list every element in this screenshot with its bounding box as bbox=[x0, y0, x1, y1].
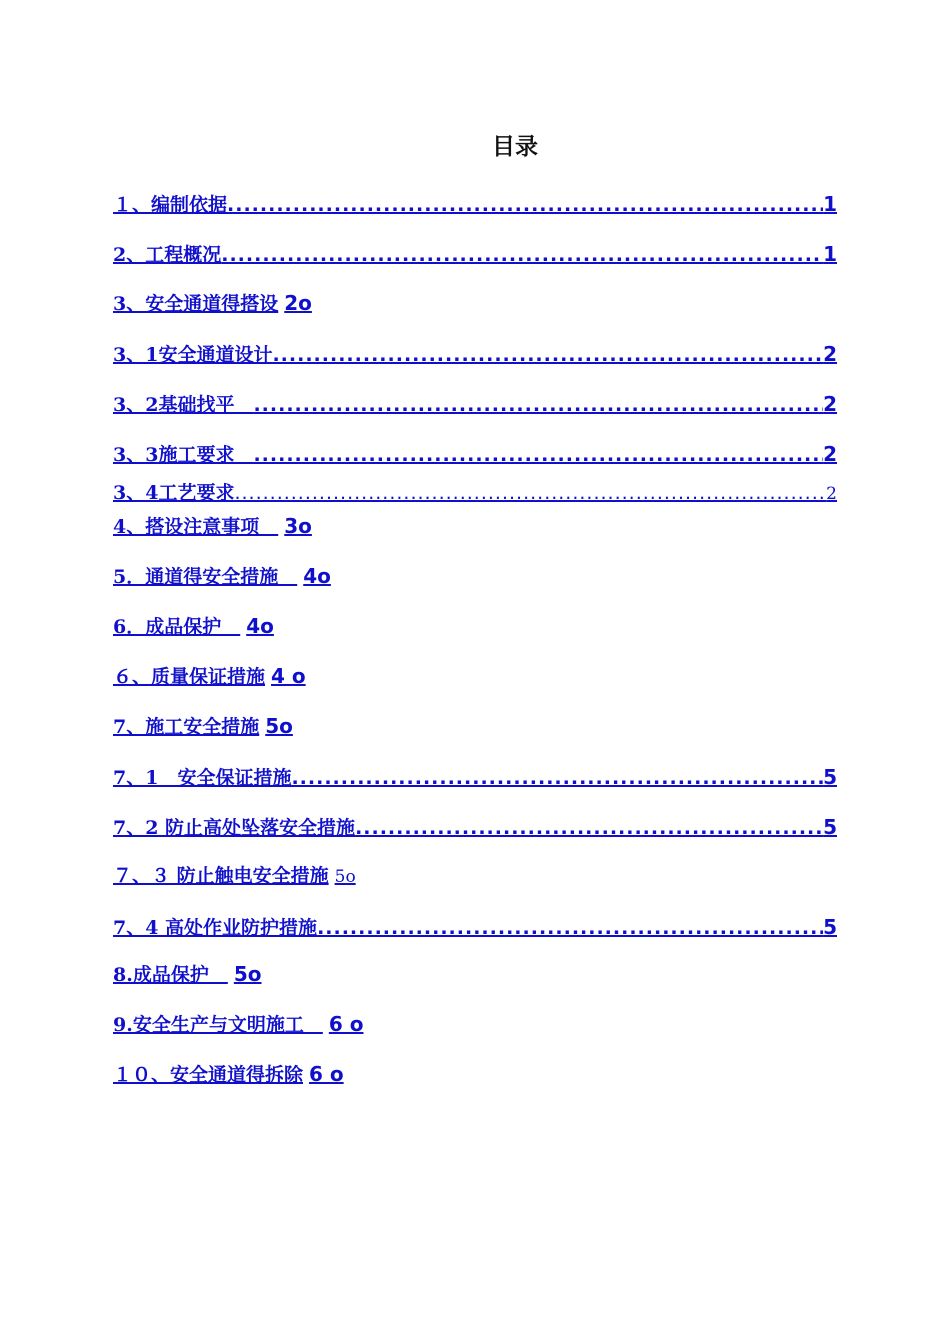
toc-entry[interactable] bbox=[113, 763, 837, 790]
toc-page-number: 2 bbox=[826, 484, 837, 504]
toc-entry-label: 3、2基础找平 bbox=[113, 394, 254, 416]
toc-page-number: 5o bbox=[265, 714, 293, 738]
toc-entry-label: 7、2 防止高处坠落安全措施 bbox=[113, 817, 356, 839]
toc-entry[interactable] bbox=[113, 712, 293, 739]
toc-entry[interactable] bbox=[113, 289, 312, 316]
toc-entry[interactable] bbox=[113, 612, 274, 639]
toc-leader-dots bbox=[227, 194, 823, 216]
toc-page-number: 4o bbox=[303, 564, 331, 588]
toc-page-number: 1 bbox=[823, 242, 837, 266]
toc-page-number: 6 o bbox=[309, 1062, 344, 1086]
toc-page-number: 2o bbox=[284, 291, 312, 315]
toc-leader-dots bbox=[253, 444, 823, 466]
toc-entry[interactable] bbox=[113, 190, 837, 217]
toc-entry[interactable] bbox=[113, 478, 837, 505]
toc-entry[interactable] bbox=[113, 960, 262, 987]
toc-page-number: 4 o bbox=[271, 664, 306, 688]
toc-entry-label: 5．通道得安全措施 bbox=[113, 566, 298, 588]
toc-leader-dots bbox=[272, 344, 823, 366]
toc-entry-label: ７、３ 防止触电安全措施 bbox=[113, 865, 329, 887]
toc-page-number: 5o bbox=[233, 962, 262, 986]
toc-entry-label: 3、3施工要求 bbox=[113, 444, 254, 466]
toc-leader-dots bbox=[221, 244, 823, 266]
toc-page-number: 6 o bbox=[328, 1012, 364, 1036]
toc-page-number: 5o bbox=[334, 867, 356, 887]
toc-entry-label: 3、1安全通道设计 bbox=[113, 344, 273, 366]
toc-entry-label: 7、1 安全保证措施 bbox=[113, 767, 292, 789]
toc-entry-label: 7、4 高处作业防护措施 bbox=[113, 917, 318, 939]
toc-leader-dots bbox=[291, 767, 823, 789]
toc-leader-dots bbox=[355, 817, 823, 839]
toc-leader-dots bbox=[253, 394, 823, 416]
toc-page-number: 2 bbox=[823, 342, 837, 366]
toc-entry[interactable] bbox=[113, 1060, 344, 1087]
toc-entry[interactable] bbox=[113, 913, 837, 940]
toc-leader-dots bbox=[317, 917, 823, 939]
toc-entry-label: １、编制依据 bbox=[113, 194, 228, 216]
toc-entry[interactable] bbox=[113, 861, 356, 888]
toc-page-number: 5 bbox=[823, 765, 837, 789]
toc-entry-label: 8.成品保护 bbox=[113, 964, 228, 986]
toc-entry[interactable] bbox=[113, 340, 837, 367]
toc-page-number: 5 bbox=[823, 815, 837, 839]
toc-entry[interactable] bbox=[113, 440, 837, 467]
toc-entry[interactable] bbox=[113, 512, 312, 539]
toc-page-number: 1 bbox=[823, 192, 837, 216]
toc-entry-label: １０、安全通道得拆除 bbox=[113, 1064, 304, 1086]
toc-page-number: 4o bbox=[246, 614, 274, 638]
toc-page-number: 5 bbox=[823, 915, 837, 939]
page-title: 目录 bbox=[492, 133, 538, 160]
toc-entry-label: 4、搭设注意事项 bbox=[113, 516, 279, 538]
toc-leader-dots bbox=[234, 482, 826, 504]
toc-entry[interactable] bbox=[113, 1010, 363, 1037]
toc-entry-label: 3、安全通道得搭设 bbox=[113, 293, 279, 315]
toc-entry[interactable] bbox=[113, 662, 306, 689]
toc-entry-label: 7、施工安全措施 bbox=[113, 716, 260, 738]
toc-page-number: 2 bbox=[823, 392, 837, 416]
toc-entry-label: 3、4工艺要求 bbox=[113, 482, 235, 504]
toc-page-number: 2 bbox=[823, 442, 837, 466]
toc-entry[interactable] bbox=[113, 390, 837, 417]
toc-entry-label: 2、工程概况 bbox=[113, 244, 222, 266]
toc-entry-label: ６、质量保证措施 bbox=[113, 666, 266, 688]
toc-entry-label: 9.安全生产与文明施工 bbox=[113, 1014, 323, 1036]
toc-entry[interactable] bbox=[113, 562, 331, 589]
toc-entry-label: 6．成品保护 bbox=[113, 616, 241, 638]
toc-page-number: 3o bbox=[284, 514, 312, 538]
toc-entry[interactable] bbox=[113, 813, 837, 840]
toc-entry[interactable] bbox=[113, 240, 837, 267]
